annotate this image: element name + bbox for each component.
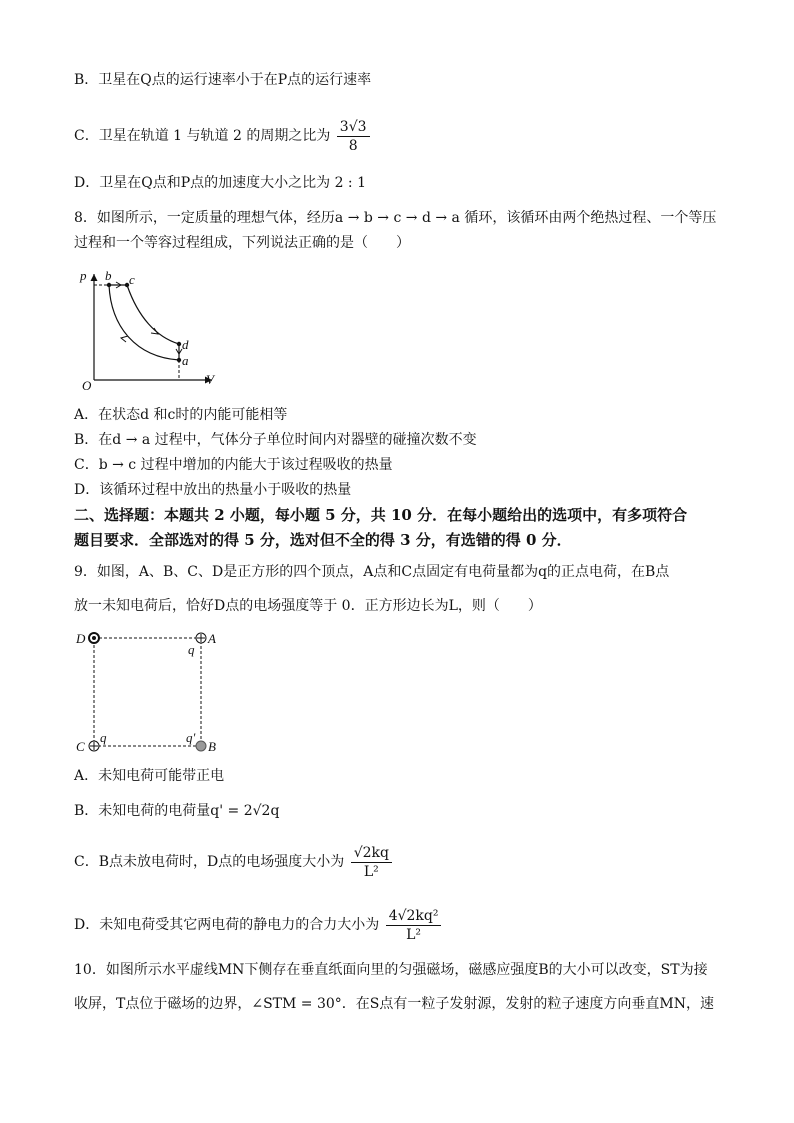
axis-label-p: p — [80, 268, 87, 283]
section-2-heading-line-2: 题目要求．全部选对的得 5 分，选对但不全的得 3 分，有选错的得 0 分． — [74, 531, 572, 549]
state-a-label: a — [182, 353, 189, 368]
q9-stem-line-1: 9．如图，A、B、C、D是正方形的四个顶点，A点和C点固定有电荷量都为q的正点电荷，在B点 — [74, 564, 670, 580]
q7-option-c — [74, 116, 370, 156]
vertex-c-label: C — [76, 739, 85, 754]
q10-stem-line-2: 收屏，T点位于磁场的边界，∠STM = 30°．在S点有一粒子发射源，发射的粒子速度方向垂直MN，速 — [74, 996, 714, 1012]
q8-stem-line-2: 过程和一个等容过程组成，下列说法正确的是（ ） — [74, 235, 410, 251]
fraction-denominator: 8 — [348, 137, 358, 154]
q7-option-b: B．卫星在Q点的运行速率小于在P点的运行速率 — [74, 72, 372, 88]
fraction-denominator: L² — [406, 926, 422, 943]
q7-option-c-text: C．卫星在轨道 1 与轨道 2 的周期之比为 — [74, 128, 331, 144]
fraction-denominator: L² — [363, 863, 379, 880]
axis-label-v: V — [206, 372, 214, 387]
q9-option-c-text: C．B点未放电荷时，D点的电场强度大小为 — [74, 854, 345, 870]
q8-option-d: D．该循环过程中放出的热量小于吸收的热量 — [74, 482, 352, 498]
state-b-point — [107, 283, 111, 287]
state-a-point — [177, 358, 181, 362]
charge-b-unknown — [196, 741, 206, 751]
q9-option-d-fraction — [386, 907, 442, 944]
q7-option-d: D．卫星在Q点和P点的加速度大小之比为 2 : 1 — [74, 175, 367, 191]
q9-option-a: A．未知电荷可能带正电 — [74, 768, 225, 784]
state-d-label: d — [182, 337, 189, 352]
fraction-numerator: 3√3 — [337, 118, 370, 137]
q9-stem-line-2: 放一未知电荷后，恰好D点的电场强度等于 0．正方形边长为L，则（ ） — [74, 598, 542, 614]
q7-option-c-fraction — [337, 118, 370, 155]
fraction-numerator: √2kq — [351, 844, 392, 863]
q10-stem-line-1: 10．如图所示水平虚线MN下侧存在垂直纸面向里的匀强磁场，磁感应强度B的大小可以改变，ST为接 — [74, 962, 708, 978]
vertex-a-label: A — [208, 631, 216, 646]
q9-option-b: B．未知电荷的电荷量q' = 2√2q — [74, 803, 280, 819]
origin-label: O — [82, 378, 92, 393]
vertex-b-label: B — [208, 739, 216, 754]
q8-option-c: C．b → c 过程中增加的内能大于该过程吸收的热量 — [74, 457, 393, 473]
state-b-label: b — [105, 268, 112, 283]
q9-option-c — [74, 842, 392, 882]
q8-stem-line-1: 8．如图所示，一定质量的理想气体，经历a → b → c → d → a 循环，该循环由两个绝热过程、一个等压 — [74, 210, 717, 226]
charge-a-q-label: q — [188, 642, 195, 657]
pv-diagram — [76, 262, 226, 392]
section-2-heading-line-1: 二、选择题：本题共 2 小题，每小题 5 分，共 10 分．在每小题给出的选项中，有多项符合 — [74, 506, 688, 524]
fraction-numerator: 4√2kq² — [386, 907, 442, 926]
square-charge-diagram — [74, 628, 234, 758]
state-c-label: c — [129, 272, 135, 287]
charge-c-q-label: q — [100, 730, 107, 745]
vertex-d-label: D — [76, 631, 86, 646]
q9-option-c-fraction — [351, 844, 392, 881]
state-d-point — [177, 342, 181, 346]
q9-option-d-text: D．未知电荷受其它两电荷的静电力的合力大小为 — [74, 917, 380, 933]
q8-option-b: B．在d → a 过程中，气体分子单位时间内对器壁的碰撞次数不变 — [74, 432, 477, 448]
charge-b-q-label: q' — [186, 730, 196, 745]
q9-option-d — [74, 905, 441, 945]
q8-option-a: A．在状态d 和c时的内能可能相等 — [74, 407, 288, 423]
